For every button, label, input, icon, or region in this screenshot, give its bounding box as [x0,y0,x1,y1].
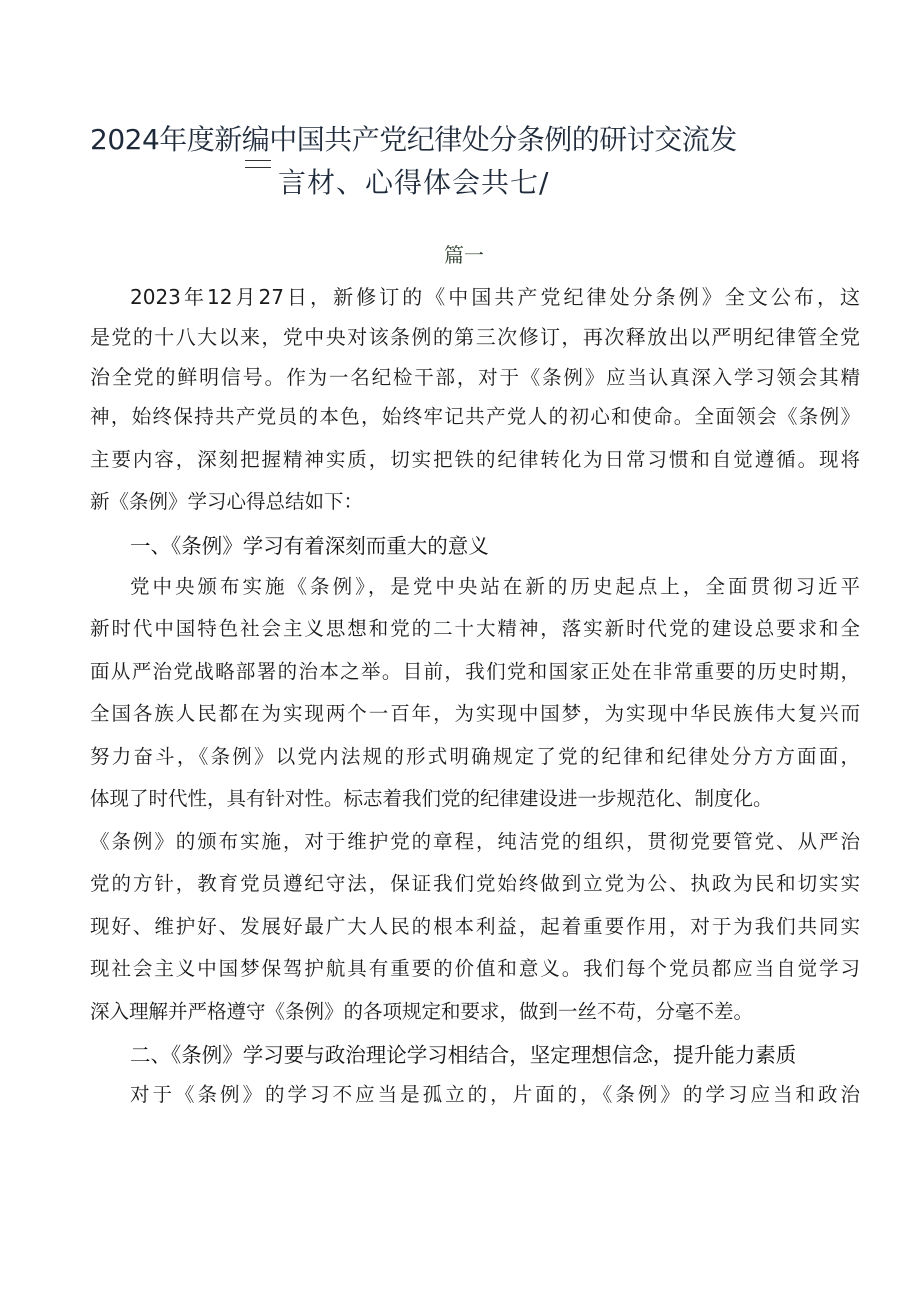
section-heading-1: 一、《条例》学习有着深刻而重大的意义 [130,534,489,558]
paragraph-2-line: 深入理解并严格遵守《条例》的各项规定和要求，做到一丝不苟，分毫不差。 [90,1000,754,1023]
section-label: 篇一 [444,243,484,267]
document-title-line-1: 2024年度新编中国共产党纪律处分条例的研讨交流发 [90,123,737,156]
section-heading-2: 二、《条例》学习要与政治理论学习相结合，坚定理想信念，提升能力素质 [130,1043,797,1067]
paragraph-2-line: 新时代中国特色社会主义思想和党的二十大精神，落实新时代党的建设总要求和全 [90,617,860,640]
document-title-line-2: 言材、心得体会共七/ [278,166,550,199]
paragraph-2-line: 体现了时代性，具有针对性。标志着我们党的纪律建设进一步规范化、制度化。 [90,787,773,810]
paragraph-1-line-4: 神，始终保持共产党员的本色，始终牢记共产党人的初心和使命。全面领会《条例》 [90,405,860,428]
paragraph-2-line: 现好、维护好、发展好最广大人民的根本利益，起着重要作用，对于为我们共同实 [90,915,860,938]
paragraph-2-line: 《条例》的颁布实施，对于维护党的章程，纯洁党的组织，贯彻党要管党、从严治 [90,830,860,853]
paragraph-1-line-1: 2023年12月27日，新修订的《中国共产党纪律处分条例》全文公布，这 [130,285,860,309]
paragraph-2-line: 努力奋斗，《条例》以党内法规的形式明确规定了党的纪律和纪律处分方方面面， [90,745,860,768]
paragraph-2-line: 党的方针，教育党员遵纪守法，保证我们党始终做到立党为公、执政为民和切实实 [90,872,860,895]
paragraph-1-line-5: 主要内容，深刻把握精神实质，切实把铁的纪律转化为日常习惯和自觉遵循。现将 [90,448,860,471]
paragraph-1-line-3-emphasis: 治全党的鲜明信号。 [90,365,287,389]
paragraph-1-line-3 [90,360,860,394]
paragraph-1-line-3-rest: 作为一名纪检干部，对于《条例》应当认真深入学习领会其精 [286,366,860,389]
title-mark [245,160,271,168]
paragraph-2-line: 现社会主义中国梦保驾护航具有重要的价值和意义。我们每个党员都应当自觉学习 [90,957,860,980]
paragraph-2-line: 全国各族人民都在为实现两个一百年，为实现中国梦，为实现中华民族伟大复兴而 [90,702,860,725]
paragraph-1-line-6: 新《条例》学习心得总结如下： [90,490,364,513]
paragraph-2-line: 党中央颁布实施《条例》，是党中央站在新的历史起点上，全面贯彻习近平 [130,575,860,598]
paragraph-2-line: 面从严治党战略部署的治本之举。目前，我们党和国家正处在非常重要的历史时期， [90,660,860,683]
paragraph-3-line: 对于《条例》的学习不应当是孤立的，片面的，《条例》的学习应当和政治 [130,1083,860,1106]
paragraph-1-line-2: 是党的十八大以来，党中央对该条例的第三次修订，再次释放出以严明纪律管全党 [90,325,860,349]
